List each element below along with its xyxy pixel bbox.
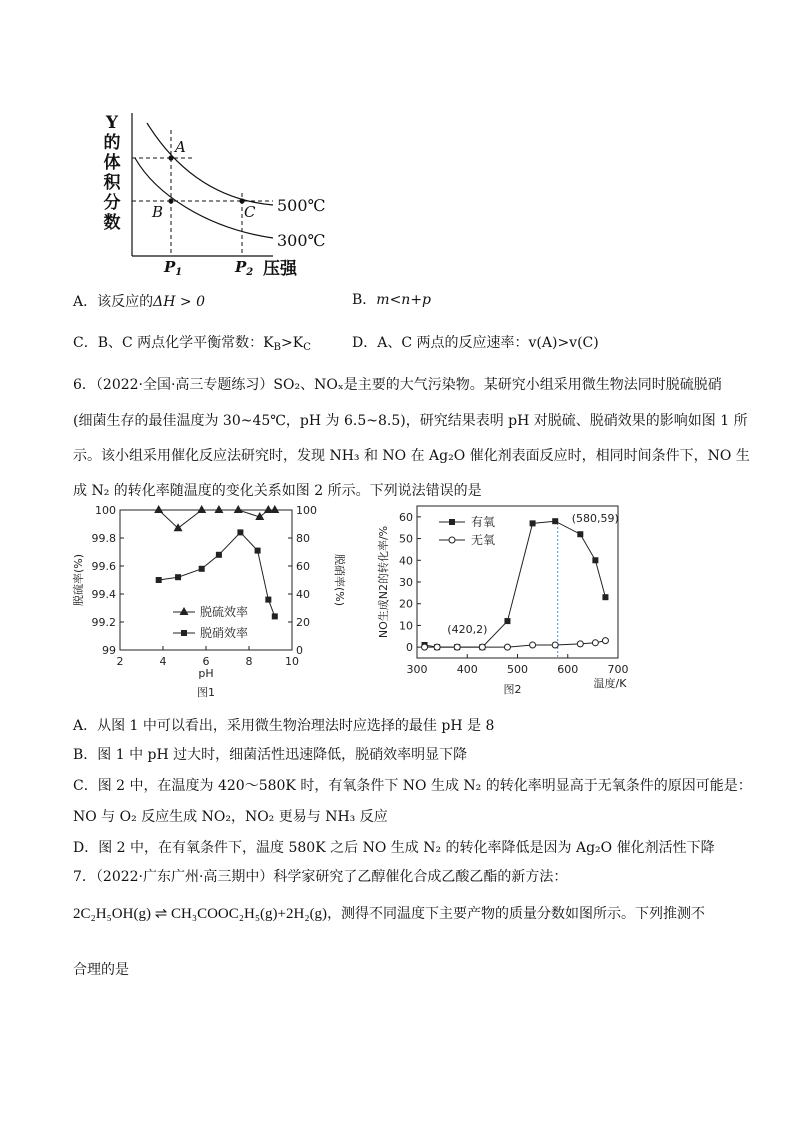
q6-option-a: A．从图 1 中可以看出，采用微生物治理法时应选择的最佳 pH 是 8 — [73, 718, 495, 734]
chart1-y-right-tick-label: 80 — [296, 532, 310, 545]
chart2-point-marker — [504, 644, 510, 650]
chart1-y-left-tick-label: 100 — [95, 504, 116, 517]
chart2-point-marker — [479, 644, 485, 650]
chart2-y-tick-label: 10 — [399, 619, 413, 633]
q5-option-a — [73, 292, 205, 312]
q6-option-c-line-2: NO 与 O₂ 反应生成 NO₂，NO₂ 更易与 NH₃ 反应 — [73, 809, 388, 825]
chart2-x-tick-label: 500 — [507, 663, 528, 676]
chart2-legend-marker — [449, 519, 455, 525]
chart1-point-marker — [156, 577, 162, 583]
chart1-y-right-label: 脱硝率(%) — [333, 553, 346, 607]
chart2-x-tick-label: 600 — [557, 663, 579, 676]
q5-option-c-formula: $K_B>K_C$ — [263, 335, 311, 353]
q6-option-b: B．图 1 中 pH 过大时，细菌活性迅速降低，脱硝效率明显下降 — [73, 747, 468, 763]
q5-option-d-text: D．A、C 两点的反应速率： — [352, 335, 529, 351]
chart1-y-left-tick-label: 99 — [102, 644, 116, 657]
q6-stem-line-4: 成 N₂ 的转化率随温度的变化关系如图 2 所示。下列说法错误的是 — [73, 483, 482, 499]
chart2-point-marker — [530, 642, 536, 648]
chart1-point-marker — [214, 505, 223, 513]
chart1-legend-marker — [181, 630, 187, 636]
q7-stem-line-1: 7．（2022·广东广州·高三期中）科学家研究了乙醇催化合成乙酸乙酯的新方法： — [73, 869, 568, 885]
chart2-caption: 图2 — [503, 683, 522, 696]
chart1-y-right-tick-label: 20 — [296, 616, 310, 629]
chart1-legend-label: 脱硝效率 — [200, 626, 249, 640]
curve-300c — [135, 158, 273, 238]
chart1-point-marker — [265, 597, 271, 603]
figure1-y-label-char: 体 — [103, 153, 121, 173]
chart1-y-left-tick-label: 99.2 — [91, 616, 116, 629]
chart2-point-marker — [552, 642, 558, 648]
chart1-y-left-label: 脱硫率(%) — [72, 553, 85, 607]
chart2-point-marker — [434, 644, 440, 650]
chart2-y-tick-label: 40 — [399, 554, 413, 568]
chart2-legend-label: 无氧 — [471, 533, 496, 547]
q6-stem-line-1: 6．（2022·全国·高三专题练习）SO₂、NOₓ是主要的大气污染物。某研究小组采用微生物法同时脱硫脱硝 — [73, 377, 722, 393]
q5-option-b — [352, 290, 431, 310]
q5-option-b-formula: m<n+p — [376, 292, 432, 308]
chart1-y-right-tick-label: 100 — [296, 504, 317, 517]
chart1-y-right-tick-label: 0 — [296, 644, 303, 657]
chart2-y-tick-label: 50 — [399, 532, 413, 546]
q5-option-d — [352, 333, 599, 353]
chart-ph-efficiency — [60, 500, 370, 705]
chart1-point-marker — [175, 574, 181, 580]
chart2-point-marker — [504, 618, 510, 624]
point-b-label: B — [152, 203, 164, 221]
chart1-point-marker — [255, 548, 261, 554]
chart2-y-tick-label: 30 — [399, 576, 413, 589]
figure1-y-label — [104, 113, 122, 233]
figure1-y-label-char: Y — [105, 113, 119, 133]
chart1-point-marker — [197, 505, 206, 513]
chart1-legend-label: 脱硫效率 — [200, 605, 249, 619]
q6-option-d: D．图 2 中，在有氧条件下，温度 580K 之后 NO 生成 N₂ 的转化率降低是因为 Ag₂O 催化剂活性下降 — [73, 840, 715, 856]
chart1-x-tick-label: 6 — [202, 655, 210, 668]
q5-option-b-text: B． — [352, 292, 377, 308]
q7-stem-line-2-text: ，测得不同温度下主要产物的质量分数如图所示。下列推测不 — [327, 906, 706, 922]
point-a-label: A — [175, 138, 186, 156]
chart2-y-label: NO生成N2的转化率/% — [377, 525, 390, 639]
chart1-x-tick-label: 8 — [245, 655, 253, 668]
curve-500c-label: 500℃ — [277, 196, 326, 215]
chart1-x-tick-label: 4 — [159, 655, 167, 668]
figure1-y-label-char: 积 — [103, 173, 121, 193]
chart2-legend-marker — [449, 537, 455, 543]
point-c-label: C — [244, 203, 256, 221]
chart2-point-marker — [530, 520, 536, 526]
q6-option-c-line-1: C．图 2 中，在温度为 420～580K 时，有氧条件下 NO 生成 N₂ 的转化率明显高于无氧条件的原因可能是： — [73, 778, 752, 794]
chart2-point-marker — [422, 644, 428, 650]
q7-equation: 2C₂H₅OH(g) ⇌ CH₃COOC₂H₅(g)+2H₂(g) — [73, 906, 328, 922]
chart1-point-marker — [237, 529, 243, 535]
chart1-point-marker — [270, 505, 279, 513]
chart2-annotation-peak: (580,59) — [571, 512, 619, 526]
q7-stem-line-3: 合理的是 — [73, 962, 129, 978]
curve-300c-label: 300℃ — [277, 231, 326, 250]
figure1-x-label: 压强 — [263, 259, 297, 278]
figure1-y-label-char: 数 — [103, 213, 121, 233]
chart2-legend-label: 有氧 — [471, 515, 496, 529]
q6-stem-line-2: (细菌生存的最佳温度为 30~45℃，pH 为 6.5~8.5)，研究结果表明 pH 对脱硫、脱硝效果的影响如图 1 所 — [73, 413, 748, 429]
chart2-point-marker — [577, 531, 583, 537]
chart1-caption: 图1 — [197, 686, 215, 699]
chart2-x-tick-label: 700 — [607, 663, 629, 676]
chart1-point-marker — [216, 552, 222, 558]
point-b-marker — [168, 198, 173, 203]
chart1-point-marker — [234, 505, 243, 513]
chart2-point-marker — [592, 640, 598, 646]
tick-p1: $P_1$ — [164, 258, 183, 278]
chart1-x-tick-label: 10 — [285, 655, 299, 668]
figure1-y-label-char: 分 — [103, 193, 121, 213]
figure1-y-label-char: 的 — [103, 133, 121, 153]
q5-option-a-formula: ΔH > 0 — [153, 294, 205, 310]
chart1-y-left-tick-label: 99.4 — [91, 588, 116, 601]
chart2-y-tick-label: 0 — [406, 641, 413, 655]
q7-stem-line-2 — [73, 904, 705, 924]
figure-y-vs-pressure — [95, 108, 355, 278]
chart1-legend-marker — [180, 607, 189, 615]
chart1-x-label: pH — [198, 667, 214, 680]
chart1-point-marker — [154, 505, 163, 513]
chart1-point-marker — [272, 613, 278, 619]
chart2-y-tick-label: 60 — [399, 510, 413, 524]
chart1-y-left-tick-label: 99.8 — [91, 532, 116, 545]
q6-stem-line-3: 示。该小组采用催化反应法研究时，发现 NH₃ 和 NO 在 Ag₂O 催化剂表面反应时，相同时间条件下，NO 生 — [73, 448, 750, 464]
chart2-point-marker — [552, 518, 558, 524]
chart1-point-marker — [199, 566, 205, 572]
q5-option-c-text: C．B、C 两点化学平衡常数： — [73, 335, 264, 351]
chart1-point-marker — [174, 523, 183, 531]
chart1-y-right-tick-label: 60 — [296, 560, 310, 573]
chart-no-conversion — [375, 500, 715, 705]
q5-option-a-text: A．该反应的 — [73, 294, 154, 310]
chart2-point-marker — [602, 594, 608, 600]
chart2-x-label: 温度/K — [593, 677, 627, 690]
chart2-point-marker — [577, 641, 583, 647]
chart2-x-tick-label: 400 — [456, 663, 478, 676]
q5-option-d-formula: v(A)>v(C) — [528, 335, 599, 351]
chart2-y-tick-label: 20 — [399, 597, 413, 611]
chart2-point-marker — [602, 638, 608, 644]
tick-p2: $P_2$ — [235, 258, 254, 278]
chart1-y-right-tick-label: 40 — [296, 588, 310, 601]
chart1-x-tick-label: 2 — [116, 655, 124, 668]
chart2-point-marker — [592, 557, 598, 563]
chart2-annotation-start: (420,2) — [447, 622, 488, 636]
chart1-y-left-tick-label: 99.6 — [91, 560, 116, 573]
q5-option-c — [73, 333, 311, 353]
chart2-point-marker — [454, 644, 460, 650]
point-a-marker — [168, 155, 173, 160]
chart2-x-tick-label: 300 — [406, 663, 428, 676]
